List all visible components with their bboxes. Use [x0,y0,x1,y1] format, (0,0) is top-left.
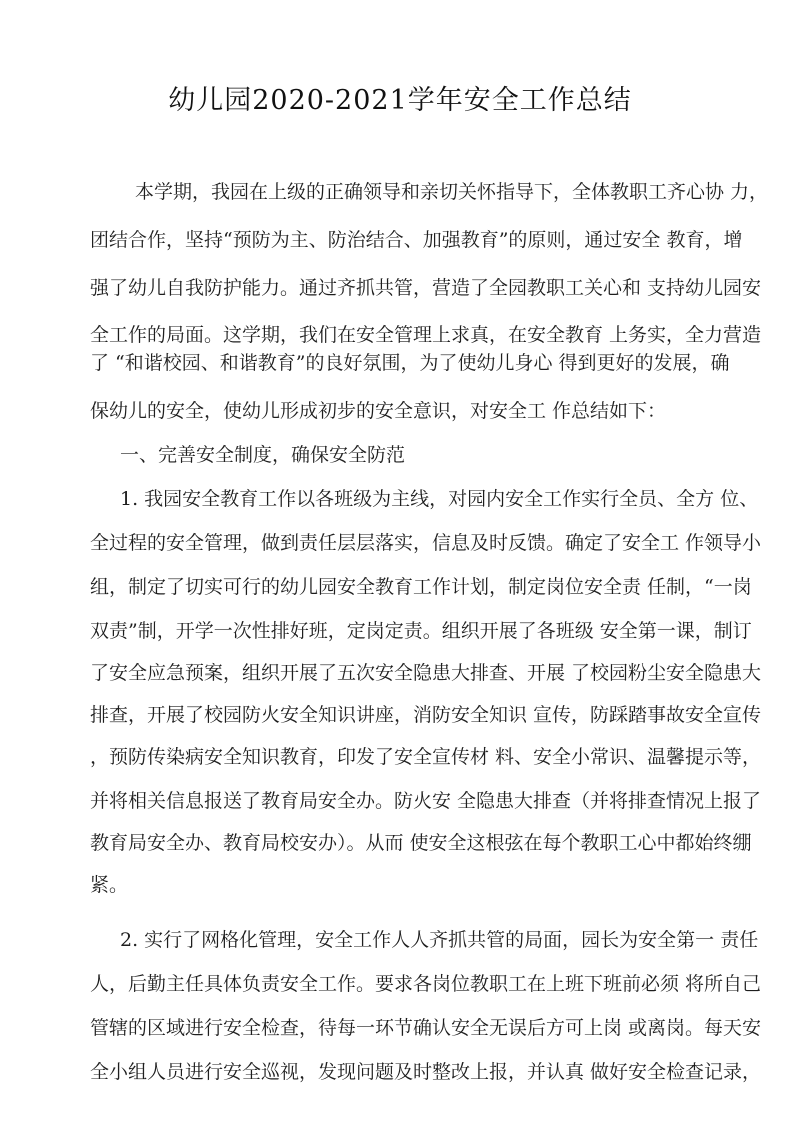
body-line: 管辖的区域进行安全检查，待每一环节确认安全无误后方可上岗 或离岗。每天安 [90,1017,762,1039]
body-line: 排查，开展了校园防火安全知识讲座，消防安全知识 宣传，防踩踏事故安全宣传 [90,704,762,726]
body-line: 人，后勤主任具体负责安全工作。要求各岗位教职工在上班下班前必须 将所自己 [90,973,762,995]
body-line: 全过程的安全管理，做到责任层层落实，信息及时反馈。确定了安全工 作领导小 [90,532,762,554]
body-line: 1. 我园安全教育工作以各班级为主线，对园内安全工作实行全员、全方 位、 [120,488,759,510]
body-line: 本学期，我园在上级的正确领导和亲切关怀指导下，全体教职工齐心协 力， [135,181,769,203]
body-line: ，预防传染病安全知识教育，印发了安全宣传材 料、安全小常识、温馨提示等， [90,746,762,768]
body-line: 组，制定了切实可行的幼儿园安全教育工作计划，制定岗位安全责 任制，“一岗 [90,576,752,598]
body-line: 了 “和谐校园、和谐教育”的良好氛围，为了使幼儿身心 得到更好的发展，确 [90,352,730,374]
body-line: 全工作的局面。这学期，我们在安全管理上求真，在安全教育 上务实，全力营造 [90,324,762,346]
body-line: 团结合作，坚持“预防为主、防治结合、加强教育”的原则，通过安全 教育，增 [90,229,743,251]
body-line: 双责”制，开学一次性排好班，定岗定责。组织开展了各班级 安全第一课，制订 [90,620,752,642]
body-line: 强了幼儿自我防护能力。通过齐抓共管，营造了全园教职工关心和 支持幼儿园安 [90,277,762,299]
body-line: 了安全应急预案，组织开展了五次安全隐患大排查、开展 了校园粉尘安全隐患大 [90,662,762,684]
document-title: 幼儿园2020-2021学年安全工作总结 [168,85,632,116]
body-line: 教育局安全办、教育局校安办）。从而 使安全这根弦在每个教职工心中都始终绷 [90,832,752,854]
section-heading: 一、完善安全制度，确保安全防范 [120,444,406,466]
body-line: 并将相关信息报送了教育局安全办。防火安 全隐患大排查（并将排查情况上报了 [90,790,762,812]
body-line: 全小组人员进行安全巡视，发现问题及时整改上报，并认真 做好安全检查记录， [90,1061,762,1083]
body-line: 紧。 [90,874,129,896]
body-line: 2. 实行了网格化管理，安全工作人人齐抓共管的局面，园长为安全第一 责任 [120,929,759,951]
body-line: 保幼儿的安全，使幼儿形成初步的安全意识，对安全工 作总结如下： [90,400,667,422]
